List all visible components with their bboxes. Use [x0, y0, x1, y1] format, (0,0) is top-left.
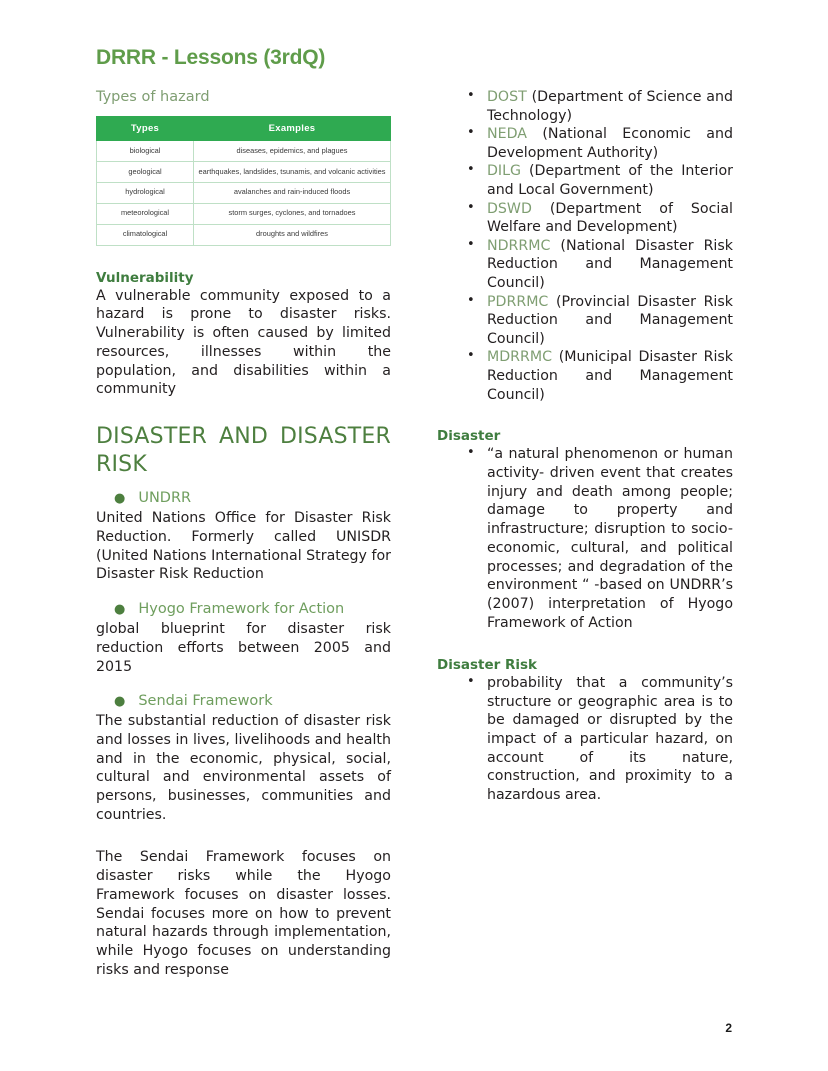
- list-item: [437, 293, 733, 349]
- sendai-body: The substantial reduction of disaster risk and losses in lives, livelihoods and health and in the economic, physical, social, cultural and environmental assets of persons, businesses, communities and countries.: [96, 713, 391, 823]
- hyogo-bullet: [96, 600, 391, 619]
- hazard-type-cell: hydrological: [97, 182, 194, 203]
- disaster-and-disaster-risk-heading: DISASTER AND DISASTER RISK: [96, 424, 391, 478]
- hazard-example-cell: avalanches and rain-induced floods: [194, 182, 391, 203]
- disaster-heading: Disaster: [437, 428, 501, 445]
- right-column: [437, 88, 733, 805]
- hazard-type-cell: climatological: [97, 224, 194, 245]
- sendai-hyogo-comparison: The Sendai Framework focuses on disaster risks while the Hyogo Framework focuses on disaster losses. Sendai focuses more on how to prevent natural hazards through implementation, while Hyogo focuses on understanding risks and response: [96, 849, 391, 978]
- sendai-label: Sendai Framework: [138, 693, 273, 710]
- undrr-bullet: [96, 489, 391, 508]
- table-row: [97, 162, 391, 183]
- bullet-dot-icon: ●: [114, 491, 126, 507]
- vulnerability-heading: Vulnerability: [96, 269, 194, 286]
- agency-expansion: (Department of the Interior and Local Government): [487, 163, 733, 198]
- table-header-types: Types: [97, 117, 194, 141]
- hazard-type-cell: geological: [97, 162, 194, 183]
- two-column-body: [0, 88, 828, 988]
- disaster-definition-list: [437, 445, 733, 632]
- agency-acronym: DSWD: [487, 200, 532, 217]
- hazard-type-cell: meteorological: [97, 203, 194, 224]
- hazard-type-cell: biological: [97, 141, 194, 162]
- bullet-dot-icon: ●: [114, 602, 126, 618]
- agency-acronym: PDRRMC: [487, 293, 549, 310]
- table-row: [97, 224, 391, 245]
- agency-acronym: NDRRMC: [487, 237, 551, 254]
- table-row: [97, 141, 391, 162]
- agency-expansion: (National Economic and Development Authority): [487, 126, 734, 161]
- disaster-risk-heading: Disaster Risk: [437, 656, 538, 673]
- agency-acronym: DOST: [487, 89, 527, 105]
- bullet-dot-icon: ●: [114, 694, 126, 710]
- types-of-hazard-caption: Types of hazard: [96, 89, 210, 105]
- undrr-body: United Nations Office for Disaster Risk Reduction. Formerly called UNISDR (United Nations International Strategy for Disaster Risk Reduction: [96, 510, 391, 583]
- agency-acronym: NEDA: [487, 126, 527, 143]
- vulnerability-body: A vulnerable community exposed to a hazard is prone to disaster risks. Vulnerability is often caused by limited resources, illnesses within the population, and disabilities within a community: [96, 287, 391, 398]
- hazard-example-cell: storm surges, cyclones, and tornadoes: [194, 203, 391, 224]
- left-column: [96, 88, 391, 980]
- agency-expansion: (Provincial Disaster Risk Reduction and Management Council): [487, 293, 733, 347]
- list-item: [437, 162, 733, 199]
- list-item: [437, 237, 733, 293]
- agency-expansion: (Department of Social Welfare and Development): [487, 200, 733, 236]
- disaster-risk-definition-list: [437, 674, 733, 805]
- list-item: [437, 88, 733, 125]
- table-header-row: [97, 117, 391, 141]
- government-agency-list: [437, 88, 733, 404]
- list-item: [437, 200, 733, 237]
- hazard-types-table: [96, 116, 391, 245]
- list-item: • “a natural phenomenon or human activity- driven event that creates injury and death among people; damage to property and infrastructure; disruption to socio-economic, cultural, and political processes; and degradation of the environment “ -based on UNDRR’s (2007) interpretation of Hyogo Framework of Action: [437, 445, 733, 632]
- sendai-bullet: [96, 692, 391, 711]
- table-header-examples: Examples: [194, 117, 391, 141]
- page-title: DRRR - Lessons (3rdQ): [96, 46, 326, 69]
- page-number: 2: [725, 1021, 732, 1035]
- hazard-example-cell: diseases, epidemics, and plagues: [194, 141, 391, 162]
- list-item: [437, 125, 733, 162]
- agency-acronym: DILG: [487, 163, 522, 180]
- list-item: [437, 348, 733, 404]
- table-row: [97, 182, 391, 203]
- hazard-example-cell: earthquakes, landslides, tsunamis, and volcanic activities: [194, 162, 391, 183]
- hyogo-body: global blueprint for disaster risk reduction efforts between 2005 and 2015: [96, 621, 391, 675]
- agency-expansion: (Municipal Disaster Risk Reduction and Management Council): [487, 349, 733, 403]
- agency-acronym: MDRRMC: [487, 349, 553, 366]
- hyogo-label: Hyogo Framework for Action: [138, 601, 345, 618]
- table-row: [97, 203, 391, 224]
- hazard-example-cell: droughts and wildfires: [194, 224, 391, 245]
- agency-expansion: (Department of Science and Technology): [487, 89, 733, 124]
- list-item: • probability that a community’s structure or geographic area is to be damaged or disrupted by the impact of a particular hazard, on account of its nature, construction, and proximity to a hazardous area.: [437, 674, 733, 805]
- agency-expansion: (National Disaster Risk Reduction and Management Council): [487, 237, 733, 291]
- undrr-label: UNDRR: [138, 490, 192, 507]
